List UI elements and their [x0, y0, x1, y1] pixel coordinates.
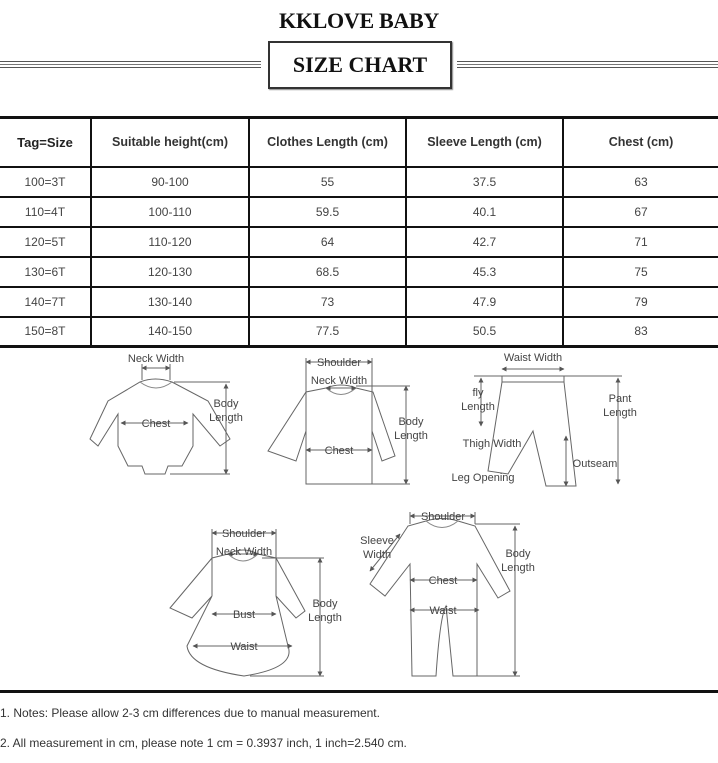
label-neck-width: Neck Width: [310, 375, 368, 387]
cell-clothes-length: 55: [249, 167, 406, 197]
cell-tag-size: 100=3T: [0, 167, 91, 197]
label-neck-width: Neck Width: [127, 353, 185, 365]
brand-title: KKLOVE BABY: [279, 8, 439, 33]
label-fly-length: Length: [461, 401, 495, 413]
cell-height: 140-150: [91, 317, 249, 347]
label-body: Body: [398, 416, 424, 428]
label-length: Length: [209, 412, 243, 424]
cell-height: 100-110: [91, 197, 249, 227]
column-header-sleeve-length: Sleeve Length (cm): [406, 118, 563, 167]
cell-clothes-length: 68.5: [249, 257, 406, 287]
cell-chest: 75: [563, 257, 718, 287]
cell-clothes-length: 77.5: [249, 317, 406, 347]
label-fly: fly: [472, 387, 484, 399]
cell-height: 90-100: [91, 167, 249, 197]
cell-sleeve-length: 40.1: [406, 197, 563, 227]
cell-clothes-length: 64: [249, 227, 406, 257]
table-row: [0, 287, 718, 317]
cell-chest: 71: [563, 227, 718, 257]
cell-chest: 83: [563, 317, 718, 347]
label-waist: Waist: [429, 605, 457, 617]
note-unit-conversion: 2. All measurement in cm, please note 1 cm = 0.3937 inch, 1 inch=2.540 cm.: [0, 736, 407, 750]
label-chest: Chest: [428, 575, 458, 587]
cell-chest: 63: [563, 167, 718, 197]
label-length: Length: [501, 562, 535, 574]
label-waist-width: Waist Width: [503, 352, 563, 364]
table-header-row: [0, 118, 718, 167]
column-header-tag-size: Tag=Size: [0, 118, 91, 167]
decorative-rule-left: [0, 61, 261, 69]
size-table: [0, 116, 718, 348]
table-row: [0, 317, 718, 347]
decorative-rule-right: [457, 61, 718, 69]
cell-height: 110-120: [91, 227, 249, 257]
cell-sleeve-length: 45.3: [406, 257, 563, 287]
table-row: [0, 197, 718, 227]
label-shoulder: Shoulder: [316, 357, 362, 369]
label-shoulder: Shoulder: [420, 511, 466, 523]
table-row: [0, 257, 718, 287]
cell-height: 130-140: [91, 287, 249, 317]
label-pant-length: Length: [603, 407, 637, 419]
cell-chest: 79: [563, 287, 718, 317]
label-chest: Chest: [324, 445, 354, 457]
cell-clothes-length: 59.5: [249, 197, 406, 227]
label-body: Body: [505, 548, 531, 560]
measurement-diagrams: [0, 346, 718, 690]
label-pant: Pant: [608, 393, 632, 405]
label-chest: Chest: [141, 418, 171, 430]
divider: [0, 690, 718, 693]
cell-height: 120-130: [91, 257, 249, 287]
cell-sleeve-length: 47.9: [406, 287, 563, 317]
column-header-chest: Chest (cm): [563, 118, 718, 167]
label-outseam: Outseam: [572, 458, 618, 470]
label-thigh-width: Thigh Width: [462, 438, 522, 450]
cell-sleeve-length: 37.5: [406, 167, 563, 197]
label-bust: Bust: [232, 609, 256, 621]
label-shoulder: Shoulder: [221, 528, 267, 540]
cell-tag-size: 130=6T: [0, 257, 91, 287]
size-chart-title: SIZE CHART: [268, 41, 452, 89]
cell-tag-size: 140=7T: [0, 287, 91, 317]
column-header-height: Suitable height(cm): [91, 118, 249, 167]
label-body: Body: [312, 598, 338, 610]
label-length: Length: [308, 612, 342, 624]
cell-sleeve-length: 50.5: [406, 317, 563, 347]
label-length: Length: [394, 430, 428, 442]
label-leg-opening: Leg Opening: [451, 472, 515, 484]
cell-tag-size: 150=8T: [0, 317, 91, 347]
cell-chest: 67: [563, 197, 718, 227]
cell-tag-size: 120=5T: [0, 227, 91, 257]
label-body: Body: [213, 398, 239, 410]
cell-tag-size: 110=4T: [0, 197, 91, 227]
label-sleeve: Sleeve: [360, 535, 394, 547]
cell-sleeve-length: 42.7: [406, 227, 563, 257]
table-row: [0, 227, 718, 257]
column-header-clothes-length: Clothes Length (cm): [249, 118, 406, 167]
label-sleeve-width: Width: [362, 549, 392, 561]
cell-clothes-length: 73: [249, 287, 406, 317]
label-waist: Waist: [230, 641, 258, 653]
table-row: [0, 167, 718, 197]
label-neck-width: Neck Width: [215, 546, 273, 558]
note-measurement-tolerance: 1. Notes: Please allow 2-3 cm differences due to manual measurement.: [0, 706, 380, 720]
